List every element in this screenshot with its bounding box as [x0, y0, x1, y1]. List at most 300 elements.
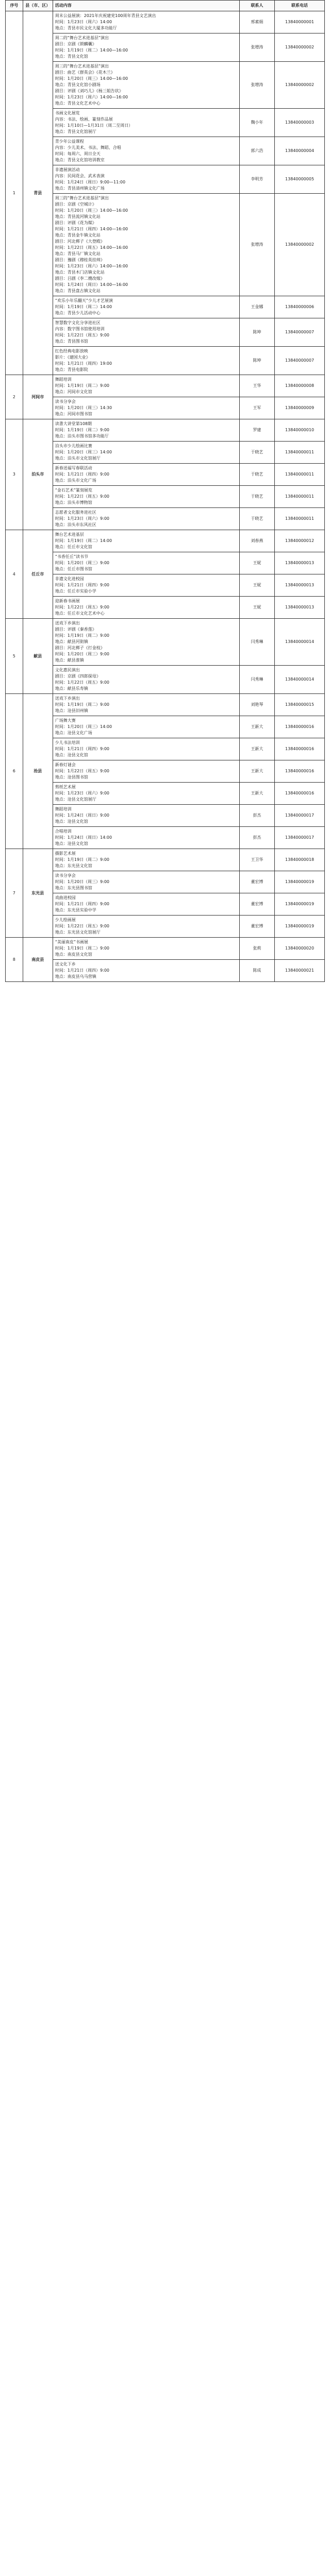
content-line: 剧目：京剧《空城计》 — [55, 202, 96, 207]
content-line: 非遗文化进校园 — [55, 577, 84, 581]
content-line: 地点：任丘市实验小学 — [55, 589, 96, 594]
row-contact-phone: 13840000011 — [275, 464, 325, 486]
content-line: 剧目：评剧《刘巧儿》《杨三姐告状》 — [55, 89, 123, 93]
content-line: 时间：1月19日（周二）14:00 — [55, 304, 112, 309]
content-line: 地点：任丘市文化馆 — [55, 545, 92, 549]
table-row — [6, 738, 325, 760]
row-content — [53, 62, 239, 109]
table-row — [6, 318, 325, 347]
content-line: 时间：1月19日（周二）9:00 — [55, 383, 109, 388]
content-line: 时间：1月21日（周四）9:00 — [55, 747, 109, 751]
row-contact-phone: 13840000002 — [275, 33, 325, 62]
row-contact-phone: 13840000017 — [275, 805, 325, 827]
content-line: 地点：泊头市博物馆 — [55, 500, 92, 505]
content-line: 时间：1月19日（周二）9:00 — [55, 946, 109, 951]
content-line: 地点：青县文化馆小剧场 — [55, 82, 101, 87]
content-line: 时间：1月23日（周六）14:00—16:00 — [55, 95, 128, 99]
table-row — [6, 33, 325, 62]
row-contact-phone: 13840000005 — [275, 165, 325, 194]
row-contact-phone: 13840000019 — [275, 893, 325, 916]
content-line: 地点：南皮县乌马营镇 — [55, 974, 96, 979]
content-line: 读书分享会 — [55, 873, 76, 878]
row-contact-phone: 13840000013 — [275, 597, 325, 619]
row-county: 东光县 — [23, 849, 53, 938]
content-line: 合唱培训 — [55, 829, 72, 834]
table-row — [6, 486, 325, 508]
content-line: 送戏下乡演出 — [55, 696, 80, 701]
content-line: 周三的“舞台艺术进基层”演出 — [55, 196, 109, 200]
row-content — [53, 597, 239, 619]
row-content — [53, 871, 239, 893]
row-content — [53, 419, 239, 442]
table-row — [6, 194, 325, 296]
content-line: 少儿绘画展 — [55, 918, 76, 922]
content-line: 剪纸艺术展 — [55, 785, 76, 789]
content-line: 青少年公益课程 — [55, 139, 84, 144]
content-line: 地点：青县图书馆 — [55, 339, 88, 344]
row-contact-person: 于晓艺 — [239, 508, 274, 530]
content-line: 地点：河间市图书馆 — [55, 412, 92, 416]
row-content — [53, 805, 239, 827]
row-contact-person: 张莉 — [239, 938, 274, 960]
row-contact-phone: 13840000011 — [275, 508, 325, 530]
row-county: 青县 — [23, 11, 53, 375]
row-seq: 6 — [6, 694, 23, 849]
header-seq: 序号 — [6, 1, 23, 11]
header-content: 活动内容 — [53, 1, 239, 11]
content-line: 文化惠民演出 — [55, 668, 80, 672]
row-contact-phone: 13840000016 — [275, 716, 325, 738]
content-line: 少儿书法培训 — [55, 740, 80, 745]
content-line: 地点：东光县图书馆 — [55, 886, 92, 890]
table-row — [6, 805, 325, 827]
row-content — [53, 486, 239, 508]
row-content — [53, 827, 239, 849]
row-content — [53, 508, 239, 530]
row-contact-phone: 13840000002 — [275, 62, 325, 109]
row-contact-person: 于晓艺 — [239, 442, 274, 464]
table-row — [6, 109, 325, 137]
content-line: 地点：泊头市图书馆多功能厅 — [55, 434, 109, 438]
row-contact-person: 王新大 — [239, 760, 274, 783]
row-contact-phone: 13840000003 — [275, 109, 325, 137]
content-line: 时间：1月10日—1月31日（周二至周日） — [55, 123, 133, 128]
content-line: 泊头市少儿绘画比赛 — [55, 444, 92, 448]
content-line: 时间：1月22日（周五）14:00—16:00 — [55, 245, 128, 250]
row-contact-person: 张增涛 — [239, 33, 274, 62]
content-line: 地点：任丘市图书馆 — [55, 567, 92, 571]
content-line: 影片：《建国大业》 — [55, 355, 90, 360]
table-row — [6, 11, 325, 33]
content-line: 时间：每周六、周日全天 — [55, 151, 101, 156]
content-line: 地点：沧县文化广场 — [55, 731, 92, 735]
schedule-sheet — [5, 0, 325, 982]
row-contact-phone: 13840000021 — [275, 960, 325, 982]
row-contact-phone: 13840000016 — [275, 738, 325, 760]
content-line: 地点：任丘市文化艺术中心 — [55, 611, 105, 616]
row-contact-phone: 13840000016 — [275, 783, 325, 805]
row-contact-person: 王妮 — [239, 574, 274, 597]
row-content — [53, 137, 239, 165]
row-county: 献县 — [23, 619, 53, 694]
row-contact-phone: 13840000015 — [275, 694, 325, 716]
content-line: 志愿者文化服务进社区 — [55, 510, 96, 515]
content-line: 地点：泊头市东风社区 — [55, 522, 96, 527]
header-phone: 联系电话 — [275, 1, 325, 11]
row-content — [53, 33, 239, 62]
table-row — [6, 296, 325, 318]
content-line: 地点：青县马厂镇文化站 — [55, 251, 101, 256]
content-line: 地点：青县文化馆培训教室 — [55, 158, 105, 162]
content-line: 时间：1月22日（周五）9:00 — [55, 494, 109, 499]
row-county: 沧县 — [23, 694, 53, 849]
row-content — [53, 375, 239, 397]
row-content — [53, 442, 239, 464]
content-line: 地点：沧县图书馆 — [55, 775, 88, 779]
row-contact-person: 刘艳琴 — [239, 694, 274, 716]
row-county: 任丘市 — [23, 530, 53, 619]
table-row — [6, 347, 325, 375]
table-row — [6, 530, 325, 552]
row-content — [53, 916, 239, 938]
content-line: 内容：数字图书馆使用培训 — [55, 327, 105, 331]
row-contact-phone: 13840000013 — [275, 552, 325, 574]
content-line: 送戏下乡演出 — [55, 621, 80, 625]
row-contact-person: 魏小年 — [239, 109, 274, 137]
content-line: 地点：泊头市文化广场 — [55, 478, 96, 483]
content-line: 非遗展演活动 — [55, 167, 80, 172]
row-content — [53, 109, 239, 137]
row-contact-phone: 13840000009 — [275, 397, 325, 419]
content-line: 时间：1月21日（周四）9:00 — [55, 472, 109, 477]
row-contact-person: 王华 — [239, 375, 274, 397]
content-line: 时间：1月19日（周二）9:00 — [55, 428, 109, 432]
row-contact-person: 王新大 — [239, 783, 274, 805]
table-row — [6, 419, 325, 442]
content-line: 周末公益展演：2021年庆祝建党100周年青县文艺演出 — [55, 13, 156, 18]
row-contact-person: 王妮 — [239, 552, 274, 574]
content-line: 地点：献县淮镇 — [55, 658, 84, 663]
table-row — [6, 619, 325, 666]
row-contact-person: 董宏博 — [239, 871, 274, 893]
table-row — [6, 716, 325, 738]
content-line: 地点：东光县文化馆展厅 — [55, 930, 101, 935]
content-line: 时间：1月21日（周四）9:00 — [55, 968, 109, 973]
content-line: 时间：1月19日（周二）9:00 — [55, 633, 109, 638]
row-content — [53, 347, 239, 375]
content-line: 地点：河间市文化馆 — [55, 389, 92, 394]
row-contact-phone: 13840000012 — [275, 530, 325, 552]
content-line: 地点：青县清州镇文化广场 — [55, 186, 105, 191]
content-line: 时间：1月22日（周五）9:00 — [55, 333, 109, 337]
row-contact-person: 彭杰 — [239, 827, 274, 849]
row-contact-phone: 13840000013 — [275, 574, 325, 597]
content-line: 摄影艺术展 — [55, 851, 76, 856]
content-line: 剧目：京剧《锁麟囊》 — [55, 42, 96, 46]
row-contact-person: 王卫华 — [239, 849, 274, 871]
row-seq: 5 — [6, 619, 23, 694]
row-contact-phone: 13840000007 — [275, 318, 325, 347]
row-content — [53, 666, 239, 694]
content-line: 时间：1月19日（周二）9:00 — [55, 702, 109, 707]
row-contact-phone: 13840000019 — [275, 871, 325, 893]
row-contact-phone: 13840000016 — [275, 760, 325, 783]
activity-table — [5, 0, 325, 982]
content-line: 红色经典电影放映 — [55, 349, 88, 353]
row-content — [53, 464, 239, 486]
table-header — [6, 1, 325, 11]
row-contact-phone: 13840000020 — [275, 938, 325, 960]
content-line: 内容：少儿美术、书法、舞蹈、合唱 — [55, 145, 121, 150]
row-contact-phone: 13840000014 — [275, 619, 325, 666]
row-contact-phone: 13840000011 — [275, 442, 325, 464]
content-line: 地点：青县木门店镇文化站 — [55, 270, 105, 275]
content-line: 广场舞大赛 — [55, 718, 76, 723]
table-row — [6, 137, 325, 165]
row-contact-person: 董宏博 — [239, 893, 274, 916]
content-line: 地点：献县河街镇 — [55, 639, 88, 644]
content-line: 时间：1月21日（周四）9:00 — [55, 902, 109, 906]
content-line: 地点：沧县文化馆 — [55, 819, 88, 824]
row-contact-person: 于晓艺 — [239, 464, 274, 486]
table-row — [6, 893, 325, 916]
content-line: 地点：青县文化馆展厅 — [55, 129, 96, 134]
row-contact-person: 张增涛 — [239, 62, 274, 109]
row-contact-person: 郭六浩 — [239, 137, 274, 165]
row-content — [53, 760, 239, 783]
content-line: 书画文化展览 — [55, 111, 80, 115]
content-line: “金石艺术”篆刻展览 — [55, 488, 93, 493]
content-line: 地点：东光县实验中学 — [55, 908, 96, 912]
content-line: 时间：1月20日（周三）9:00 — [55, 879, 109, 884]
content-line: 时间：1月21日（周四）9:00 — [55, 583, 109, 587]
content-line: 戏曲进校园 — [55, 895, 76, 900]
content-line: 地点：青县少儿活动中心 — [55, 311, 101, 315]
row-contact-phone: 13840000007 — [275, 347, 325, 375]
table-body — [6, 11, 325, 982]
row-county: 河间市 — [23, 375, 53, 419]
content-line: 时间：1月23日（周六）14:00 — [55, 20, 112, 24]
row-content — [53, 11, 239, 33]
content-line: 时间：1月24日（周日）14:00 — [55, 835, 112, 840]
row-contact-phone: 13840000004 — [275, 137, 325, 165]
content-line: 地点：南皮县文化馆 — [55, 952, 92, 957]
table-row — [6, 165, 325, 194]
content-line: 地点：青县流河镇文化站 — [55, 214, 101, 219]
content-line: 时间：1月20日（周三）9:00 — [55, 652, 109, 656]
content-line: 时间：1月24日（周日）14:00—16:00 — [55, 282, 128, 287]
content-line: 内容：民间花会、武术表演 — [55, 174, 105, 178]
row-content — [53, 574, 239, 597]
header-county: 县（市、区） — [23, 1, 53, 11]
content-line: 读书分享会 — [55, 399, 76, 404]
row-contact-person: 张增涛 — [239, 194, 274, 296]
content-line: 时间：1月20日（周三）14:00 — [55, 450, 112, 454]
row-content — [53, 783, 239, 805]
row-content — [53, 938, 239, 960]
content-line: 智慧数字文化分享进社区 — [55, 320, 101, 325]
content-line: 时间：1月22日（周五）9:00 — [55, 924, 109, 928]
row-content — [53, 619, 239, 666]
content-line: 时间：1月22日（周五）9:00 — [55, 680, 109, 685]
content-line: “书香任丘”读书节 — [55, 554, 89, 559]
content-line: “欢乐小年乐翻天”少儿才艺展演 — [55, 298, 113, 303]
row-contact-person: 王军 — [239, 397, 274, 419]
content-line: 时间：1月19日（周二）14:00—16:00 — [55, 48, 128, 53]
content-line: 地点：沧县文化馆展厅 — [55, 797, 96, 802]
content-line: 剧目：评剧《花为媒》 — [55, 221, 96, 225]
table-row — [6, 397, 325, 419]
row-contact-person: 刘春燕 — [239, 530, 274, 552]
row-contact-phone: 13840000018 — [275, 849, 325, 871]
row-contact-person: 李明芳 — [239, 165, 274, 194]
row-contact-person: 于晓艺 — [239, 486, 274, 508]
row-content — [53, 397, 239, 419]
row-contact-person: 王妮 — [239, 597, 274, 619]
row-content — [53, 893, 239, 916]
content-line: 时间：1月22日（周五）9:00 — [55, 769, 109, 773]
row-contact-person: 董宏博 — [239, 916, 274, 938]
content-line: 时间：1月20日（周三）14:00—16:00 — [55, 76, 128, 81]
row-seq: 7 — [6, 849, 23, 938]
header-person: 联系人 — [239, 1, 274, 11]
content-line: 时间：1月19日（周二）9:00 — [55, 857, 109, 862]
table-row — [6, 960, 325, 982]
row-contact-phone: 13840000014 — [275, 666, 325, 694]
table-row — [6, 916, 325, 938]
row-contact-person: 闫秀琳 — [239, 666, 274, 694]
table-row — [6, 666, 325, 694]
row-contact-phone: 13840000017 — [275, 827, 325, 849]
row-content — [53, 165, 239, 194]
table-row — [6, 694, 325, 716]
content-line: 舞蹈培训 — [55, 377, 72, 382]
content-line: 时间：1月23日（周六）9:00 — [55, 516, 109, 521]
content-line: 时间：1月19日（周二）14:00 — [55, 538, 112, 543]
content-line: 地点：沧县文化馆 — [55, 753, 88, 757]
row-content — [53, 849, 239, 871]
row-contact-person: 陈坤 — [239, 318, 274, 347]
table-row — [6, 760, 325, 783]
row-content — [53, 960, 239, 982]
content-line: 剧目：京剧《四郎探母》 — [55, 674, 101, 679]
content-line: 周三的“舞台艺术进基层”演出 — [55, 64, 109, 69]
table-row — [6, 552, 325, 574]
content-line: 地点：沧县文化馆 — [55, 841, 88, 846]
content-line: 读書大讲堂第108期 — [55, 421, 92, 426]
row-contact-phone: 13840000006 — [275, 296, 325, 318]
content-line: 时间：1月20日（周三）14:00—16:00 — [55, 208, 128, 213]
content-line: 时间：1月23日（周六）9:00 — [55, 791, 109, 795]
content-line: 迎新春书画展 — [55, 599, 80, 603]
content-line: 地点：青县市民文化大厦多功能厅 — [55, 26, 117, 30]
content-line: 地点：泊头市文化馆展厅 — [55, 456, 101, 461]
row-contact-person: 王金娜 — [239, 296, 274, 318]
content-line: 地点：献县乐寿镇 — [55, 686, 88, 691]
row-county: 南皮县 — [23, 938, 53, 982]
content-line: 时间：1月21日（周四）19:00 — [55, 361, 112, 366]
table-row — [6, 871, 325, 893]
row-contact-person: 罗建 — [239, 419, 274, 442]
row-contact-person: 闫秀琳 — [239, 619, 274, 666]
content-line: 新春送福写春联活动 — [55, 466, 92, 470]
content-line: 内容：书法、绘画、篆刻作品展 — [55, 117, 113, 122]
content-line: 舞蹈培训 — [55, 807, 72, 811]
row-contact-phone: 13840000008 — [275, 375, 325, 397]
row-content — [53, 296, 239, 318]
row-content — [53, 694, 239, 716]
content-line: 时间：1月22日（周五）9:00 — [55, 605, 109, 609]
content-line: 时间：1月20日（周三）9:00 — [55, 561, 109, 565]
row-contact-person: 彭杰 — [239, 805, 274, 827]
content-line: 地点：东光县文化馆 — [55, 863, 92, 868]
row-content — [53, 738, 239, 760]
content-line: 剧目：评剧《秦香莲》 — [55, 627, 96, 632]
content-line: 新春灯谜会 — [55, 762, 76, 767]
row-content — [53, 716, 239, 738]
content-line: 时间：1月23日（周六）14:00—16:00 — [55, 264, 128, 268]
table-row — [6, 375, 325, 397]
content-line: 时间：1月24日（周日）9:00 — [55, 813, 109, 818]
content-line: 舞台艺术进基层 — [55, 532, 84, 537]
table-row — [6, 597, 325, 619]
row-content — [53, 318, 239, 347]
row-contact-phone: 13840000001 — [275, 11, 325, 33]
row-seq: 8 — [6, 938, 23, 982]
content-line: 地点：沧县旧州镇 — [55, 708, 88, 713]
row-seq: 3 — [6, 419, 23, 530]
row-contact-person: 王新大 — [239, 716, 274, 738]
content-line: “美丽南皮”书画展 — [55, 940, 89, 944]
row-seq: 4 — [6, 530, 23, 619]
row-contact-phone: 13840000011 — [275, 486, 325, 508]
table-row — [6, 508, 325, 530]
table-row — [6, 464, 325, 486]
table-row — [6, 62, 325, 109]
row-seq: 1 — [6, 11, 23, 375]
content-line: 时间：1月20日（周三）14:00 — [55, 724, 112, 729]
row-contact-phone: 13840000010 — [275, 419, 325, 442]
content-line: 剧目：河北梆子《大登殿》 — [55, 239, 105, 244]
content-line: 地点：青县金牛镇文化站 — [55, 233, 101, 238]
content-line: 剧目：曲艺《群英会》《花木兰》 — [55, 70, 115, 75]
content-line: 剧目：吕剧《李二嫂改嫁》 — [55, 276, 105, 281]
row-contact-phone: 13840000002 — [275, 194, 325, 296]
row-content — [53, 530, 239, 552]
row-contact-person: 邢素娟 — [239, 11, 274, 33]
content-line: 地点：青县电影院 — [55, 367, 88, 372]
table-row — [6, 574, 325, 597]
content-line: 剧目：河北梆子《打金枝》 — [55, 646, 105, 650]
row-contact-phone: 13840000019 — [275, 916, 325, 938]
table-row — [6, 783, 325, 805]
content-line: 地点：青县文化馆 — [55, 54, 88, 59]
row-content — [53, 194, 239, 296]
table-row — [6, 849, 325, 871]
table-row — [6, 442, 325, 464]
content-line: 时间：1月24日（周日）9:00—11:00 — [55, 180, 126, 184]
row-content — [53, 552, 239, 574]
row-contact-person: 王新大 — [239, 738, 274, 760]
row-seq: 2 — [6, 375, 23, 419]
content-line: 周二的“舞台艺术进基层”演出 — [55, 36, 109, 40]
content-line: 时间：1月20日（周三）14:30 — [55, 405, 112, 410]
table-row — [6, 938, 325, 960]
content-line: 送文化下乡 — [55, 962, 76, 967]
row-contact-person: 陈成 — [239, 960, 274, 982]
row-county: 泊头市 — [23, 419, 53, 530]
content-line: 时间：1月21日（周四）14:00—16:00 — [55, 227, 128, 231]
